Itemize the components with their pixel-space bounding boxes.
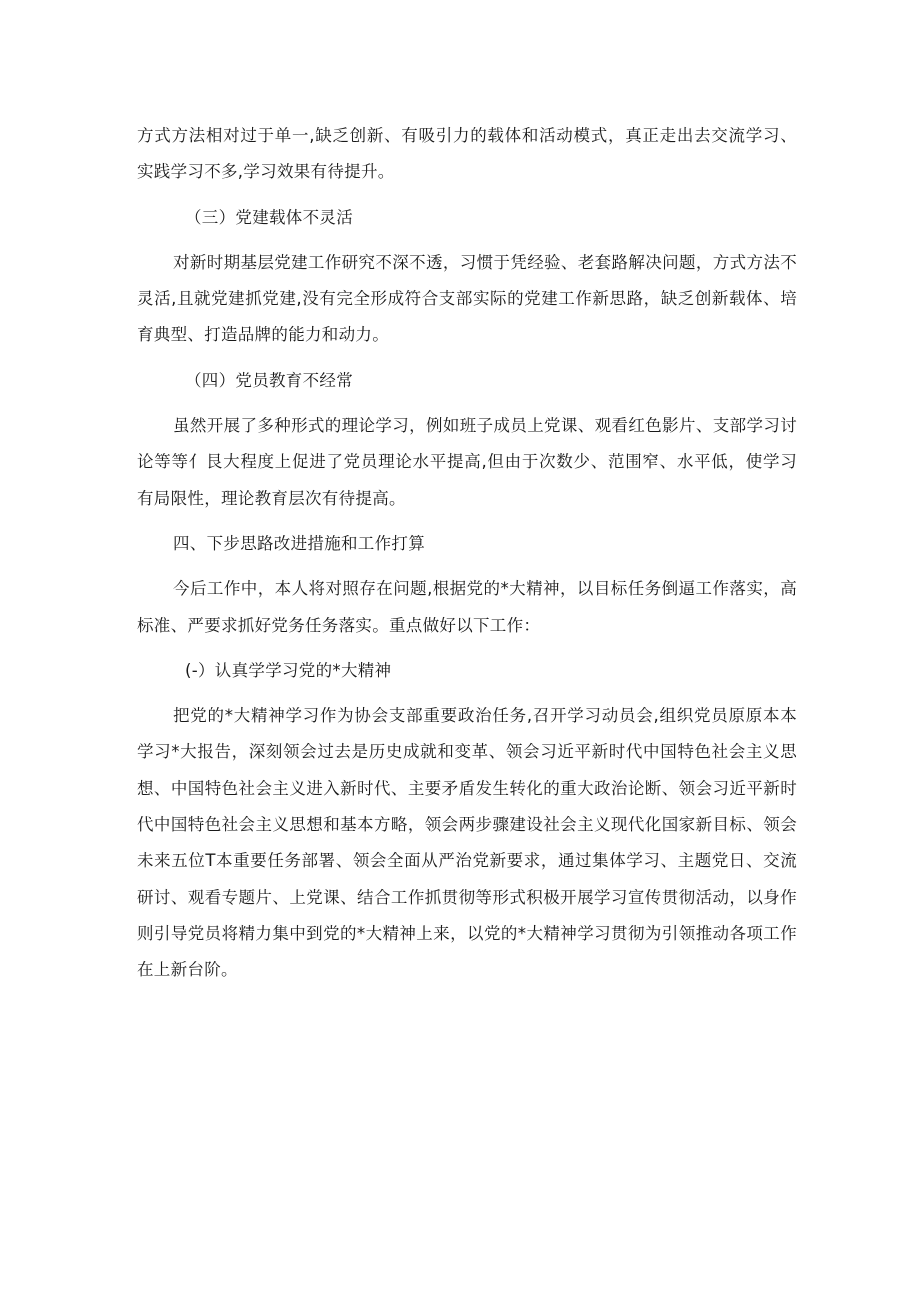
section-heading-next-steps: 四、下步思路改进措施和工作打算 <box>173 533 425 553</box>
paragraph-member-education: 虽然开展了多种形式的理论学习，例如班子成员上党课、观看红色影片、支部学习讨论等等亻艮大程度上促进了党员理论水平提高,但由于次数少、范围窄、水平低，使学习有局限性，理论教育层次有待提高。 <box>137 416 797 508</box>
paragraph-study-spirit: 把党的*大精神学习作为协会支部重要政治任务,召开学习动员会,组织党员原原本本学习*大报告，深刻领会过去是历史成就和变革、领会习近平新时代中国特色社会主义思想、中国特色社会主义进入新时代、主要矛盾发生转化的重大政治论断、领会习近平新时代中国特色社会主义思想和基本方略，领会两步骤建设社会主义现代化国家新目标、领会未来五位T本重要任务部署、领会全面从严治党新要求，通过集体学习、主题党日、交流研讨、观看专题片、上党课、结合工作抓贯彻等形式积极开展学习宣传贯彻活动，以身作则引导党员将精力集中到党的*大精神上来，以党的*大精神学习贯彻为引领推动各项工作在上新台阶。 <box>137 706 797 980</box>
document-body <box>137 118 797 989</box>
subheading-party-carrier: （三）党建载体不灵活 <box>185 207 353 227</box>
paragraph-future-work: 今后工作中，本人将对照存在问题,根据党的*大精神，以目标任务倒逼工作落实，高标准、严要求抓好党务任务落实。重点做好以下工作： <box>137 579 797 635</box>
paragraph-party-carrier: 对新时期基层党建工作研究不深不透，习惯于凭经验、老套路解决问题，方式方法不灵活,且就党建抓党建,没有完全形成符合支部实际的党建工作新思路，缺乏创新载体、培育典型、打造品牌的能力和动力。 <box>137 252 797 345</box>
paragraph-continued-method: 方式方法相对过于单一,缺乏创新、有吸引力的载体和活动模式，真正走出去交流学习、实践学习不多,学习效果有待提升。 <box>137 126 797 182</box>
subheading-study-spirit: (-）认真学学习党的*大精神 <box>185 660 392 680</box>
subheading-member-education: （四）党员教育不经常 <box>185 370 353 390</box>
